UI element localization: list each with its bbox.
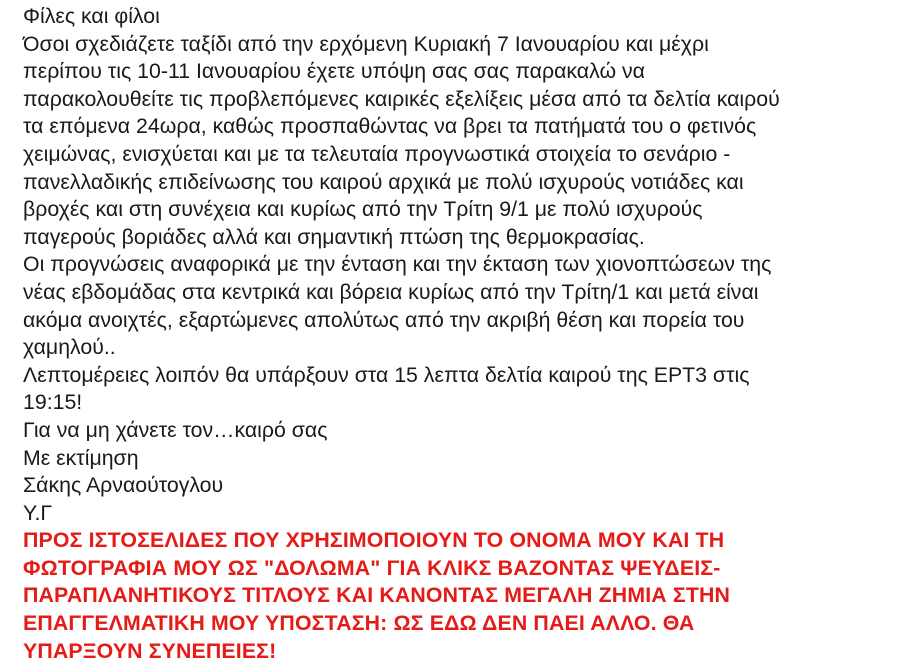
author-name: Σάκης Αρναούτογλου (23, 473, 224, 498)
warning-notice (23, 527, 893, 665)
paragraph-line: Όσοι σχεδιάζετε ταξίδι από την ερχόμενη Κυριακή 7 Ιανουαρίου και μέχρι (23, 31, 709, 56)
paragraph-line: χειμώνας, ενισχύεται και με τα τελευταία προγνωστικά στοιχεία το σενάριο - (23, 141, 731, 166)
paragraph-line: ακόμα ανοιχτές, εξαρτώμενες απολύτως από την ακριβή θέση και πορεία του (23, 307, 745, 332)
warning-line: ΦΩΤΟΓΡΑΦΙΑ ΜΟΥ ΩΣ "ΔΟΛΩΜΑ" ΓΙΑ ΚΛΙΚΣ ΒΑΖΟΝΤΑΣ ΨΕΥΔΕΙΣ- (23, 555, 721, 580)
paragraph-line: νέας εβδομάδας στα κεντρικά και βόρεια κυρίως από την Τρίτη/1 και μετά είναι (23, 279, 759, 304)
paragraph-line: 19:15! (23, 390, 83, 415)
warning-line: ΠΡΟΣ ΙΣΤΟΣΕΛΙΔΕΣ ΠΟΥ ΧΡΗΣΙΜΟΠΟΙΟΥΝ ΤΟ ΟΝΟΜΑ ΜΟΥ ΚΑΙ ΤΗ (23, 528, 725, 553)
warning-line: ΠΑΡΑΠΛΑΝΗΤΙΚΟΥΣ ΤΙΤΛΟΥΣ ΚΑΙ ΚΑΝΟΝΤΑΣ ΜΕΓΑΛΗ ΖΗΜΙΑ ΣΤΗΝ (23, 583, 731, 608)
paragraph-line: περίπου τις 10-11 Ιανουαρίου έχετε υπόψη σας σας παρακαλώ να (23, 59, 645, 84)
paragraph-line: τα επόμενα 24ωρα, καθώς προσπαθώντας να βρει τα πατήματά του ο φετινός (23, 114, 757, 139)
closing-line: Για να μη χάνετε τον…καιρό σας (23, 417, 328, 442)
paragraph-line: παγερούς βοριάδες αλλά και σημαντική πτώση της θερμοκρασίας. (23, 224, 645, 249)
paragraph-line: βροχές και στη συνέχεια και κυρίως από την Τρίτη 9/1 με πολύ ισχυρούς (23, 197, 703, 222)
greeting: Φίλες και φίλοι (23, 4, 160, 28)
warning-line: ΕΠΑΓΓΕΛΜΑΤΙΚΗ ΜΟΥ ΥΠΟΣΤΑΣΗ: ΩΣ ΕΔΩ ΔΕΝ ΠΑΕΙ ΑΛΛΟ. ΘΑ (23, 611, 695, 636)
paragraph-line: παρακολουθείτε τις προβλεπόμενες καιρικές εξελίξεις μέσα από τα δελτία καιρού (23, 86, 780, 111)
sign-off: Με εκτίμηση (23, 445, 139, 470)
paragraph-line: Λεπτομέρειες λοιπόν θα υπάρξουν στα 15 λεπτα δελτία καιρού της ΕΡΤ3 στις (23, 362, 750, 387)
postscript-label: Υ.Γ (23, 500, 53, 525)
warning-line: ΥΠΑΡΞΟΥΝ ΣΥΝΕΠΕΙΕΣ! (23, 638, 277, 663)
paragraph-line: χαμηλού.. (23, 335, 116, 360)
paragraph-line: πανελλαδικής επιδείνωσης του καιρού αρχικά με πολύ ισχυρούς νοτιάδες και (23, 169, 744, 194)
post-body (23, 3, 893, 665)
paragraph-line: Οι προγνώσεις αναφορικά με την ένταση και την έκταση των χιονοπτώσεων της (23, 252, 772, 277)
